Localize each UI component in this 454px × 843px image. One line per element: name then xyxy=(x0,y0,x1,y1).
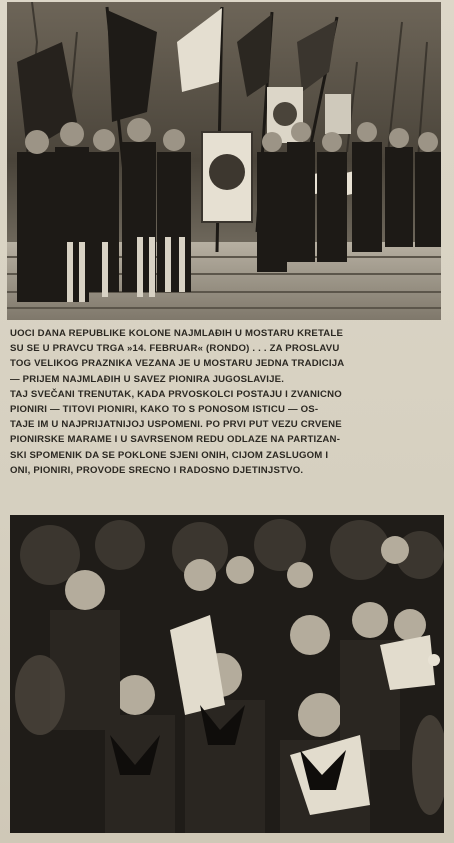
photo-caption xyxy=(10,326,442,478)
caption-paragraph-1 xyxy=(10,326,442,387)
caption-line: PIONIRI — TITOVI PIONIRI, KAKO TO S PONOSOM ISTICU — OS- xyxy=(10,404,319,416)
caption-line: SKI SPOMENIK DA SE POKLONE SJENI ONIH, CIJOM ZASLUGOM I xyxy=(10,449,329,461)
caption-line: TOG VELIKOG PRAZNIKA VEZANA JE U MOSTARU JEDNA TRADICIJA xyxy=(10,358,345,370)
caption-line: TAJ SVEČANI TRENUTAK, KADA PRVOSKOLCI POSTAJU I ZVANICNO xyxy=(10,388,342,400)
top-photo-illustration xyxy=(7,2,441,320)
caption-line: UOCI DANA REPUBLIKE KOLONE NAJMLAĐIH U MOSTARU KRETALE xyxy=(10,328,344,339)
caption-line: ONI, PIONIRI, PROVODE SRECNO I RADOSNO DJETINJSTVO. xyxy=(10,464,304,476)
bottom-photo xyxy=(10,515,444,833)
caption-line: PIONIRSKE MARAME I U SAVRSENOM REDU ODLAZE NA PARTIZAN- xyxy=(10,434,341,446)
caption-line: TAJE IM U NAJPRIJATNIJOJ USPOMENI. PO PRVI PUT VEZU CRVENE xyxy=(10,419,342,431)
caption-line: — PRIJEM NAJMLAĐIH U SAVEZ PIONIRA JUGOSLAVIJE. xyxy=(10,373,285,385)
caption-line: SU SE U PRAVCU TRGA »14. FEBRUAR« (RONDO) . . . ZA PROSLAVU xyxy=(10,343,340,355)
caption-paragraph-2 xyxy=(10,387,442,478)
top-photo xyxy=(7,2,441,320)
bottom-photo-illustration xyxy=(10,515,444,833)
